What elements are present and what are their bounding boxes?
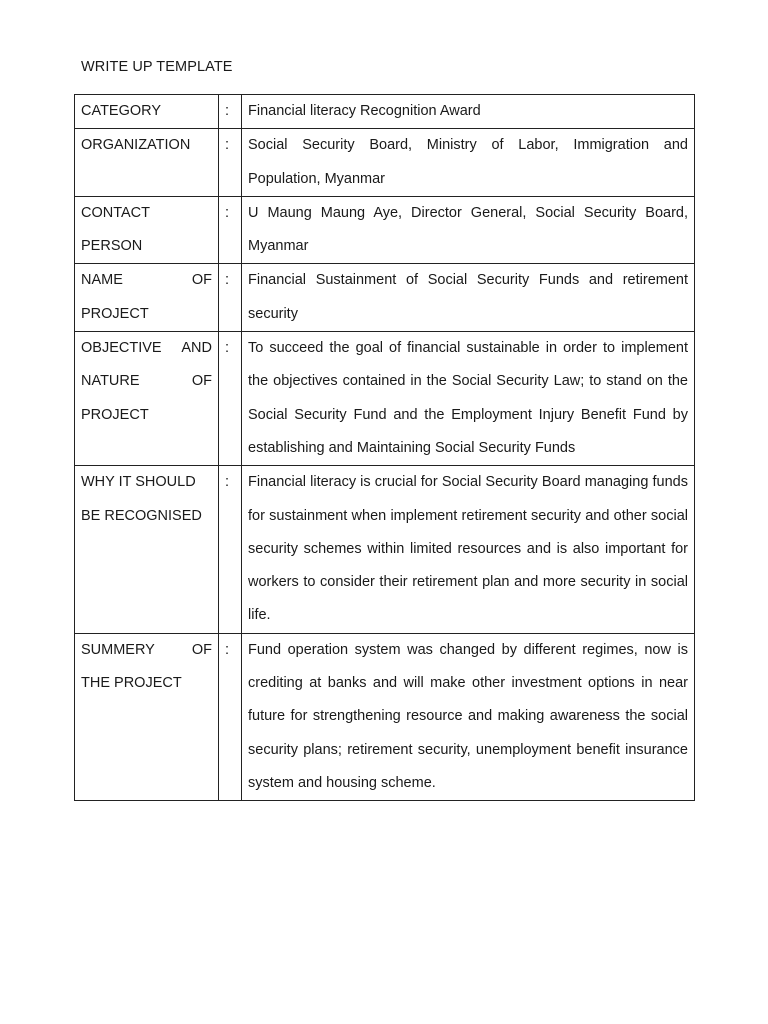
table-row bbox=[75, 633, 695, 800]
table-row bbox=[75, 196, 695, 264]
row-value-objective: To succeed the goal of financial sustainable in order to implement the objectives contained in the Social Security Law; to stand on the Social Security Fund and the Employment Injury Benefit Fund by establishing and Maintaining Social Security Funds bbox=[242, 332, 695, 466]
row-value-organization: Social Security Board, Ministry of Labor, Immigration and Population, Myanmar bbox=[242, 129, 695, 197]
row-value-why-recognised: Financial literacy is crucial for Social Security Board managing funds for sustainment when implement retirement security and other social security schemes within limited resources and is also important for workers to consider their retirement plan and more security in social life. bbox=[242, 466, 695, 633]
row-label-contact-person: CONTACT PERSON bbox=[75, 196, 219, 264]
table-row bbox=[75, 466, 695, 633]
row-label-organization: ORGANIZATION bbox=[75, 129, 219, 197]
row-label-category: CATEGORY bbox=[75, 95, 219, 129]
row-value-summary: Fund operation system was changed by different regimes, now is crediting at banks and will make other investment options in near future for strengthening resource and making awareness the social security plans; retirement security, unemployment benefit insurance system and housing scheme. bbox=[242, 633, 695, 800]
row-label-summary: SUMMERY OF THE PROJECT bbox=[75, 633, 219, 800]
row-value-category: Financial literacy Recognition Award bbox=[242, 95, 695, 129]
row-label-objective: OBJECTIVE AND NATURE OF PROJECT bbox=[75, 332, 219, 466]
row-value-contact-person: U Maung Maung Aye, Director General, Social Security Board, Myanmar bbox=[242, 196, 695, 264]
table-row bbox=[75, 332, 695, 466]
row-value-name-of-project: Financial Sustainment of Social Security Funds and retirement security bbox=[242, 264, 695, 332]
row-separator: : bbox=[219, 196, 242, 264]
row-separator: : bbox=[219, 633, 242, 800]
document-title: WRITE UP TEMPLATE bbox=[81, 59, 233, 75]
writeup-table bbox=[74, 94, 695, 801]
row-separator: : bbox=[219, 129, 242, 197]
row-separator: : bbox=[219, 95, 242, 129]
table-row bbox=[75, 264, 695, 332]
table-row bbox=[75, 129, 695, 197]
row-label-name-of-project: NAME OF PROJECT bbox=[75, 264, 219, 332]
row-separator: : bbox=[219, 466, 242, 633]
table-row bbox=[75, 95, 695, 129]
row-separator: : bbox=[219, 264, 242, 332]
row-separator: : bbox=[219, 332, 242, 466]
row-label-why-recognised: WHY IT SHOULD BE RECOGNISED bbox=[75, 466, 219, 633]
